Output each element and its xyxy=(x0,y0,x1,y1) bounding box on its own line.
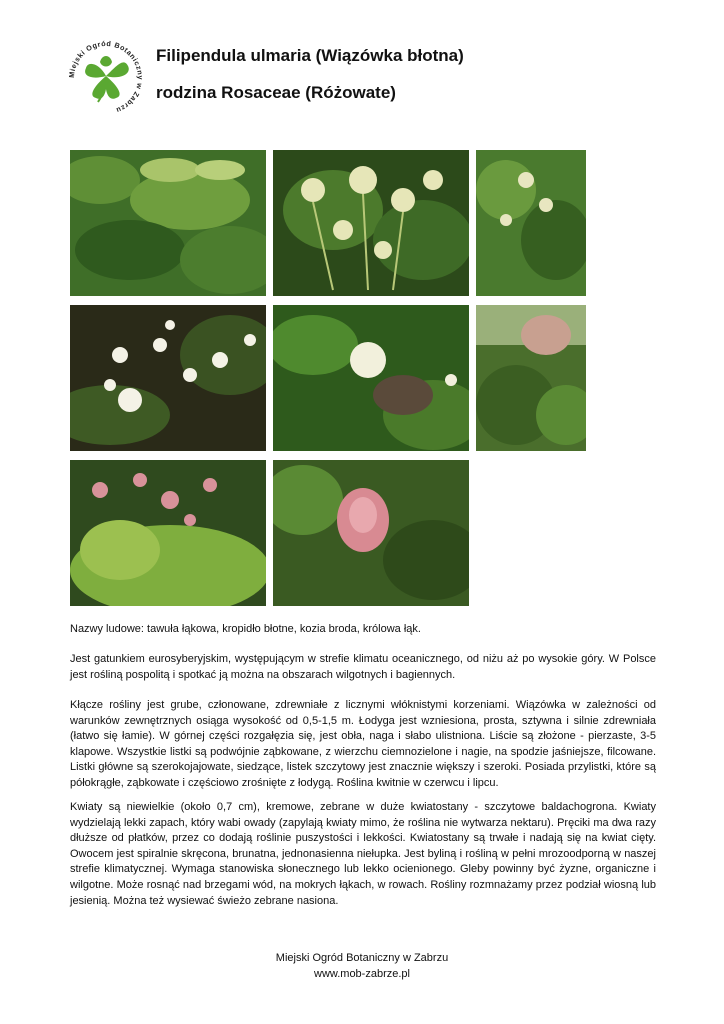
body-paragraph-3: Kłącze rośliny jest grube, członowane, zdrewniałe z licznymi włóknistymi korzeniami. Wiązówka w zależności od warunków zewnętrznych osiąga wysokość od 0,5-1,5 m. Łodyga jest wzniesiona, prosta, sztywna i silnie zdrewniała (łatwo się łamie). W górnej części rozgałęzia się, jest obła, naga i słabo ulistniona. Liście są złożone - pierzaste, 3-5 klapowe. Wszystkie listki są podwójnie ząbkowane, z wierzchu ciemnozielone i nagie, na spodzie jaśniejsze, filcowane. Listki główne są szerokojajowate, siedzące, listek szczytowy jest znacznie większy i szeroki. Posiada przylistki, które są półokrągłe, ząbkowate i częściowo zrośnięte z łodygą. Roślina kwitnie w czerwcu i lipcu. xyxy=(70,699,656,789)
footer-organization: Miejski Ogród Botaniczny w Zabrzu xyxy=(275,952,449,964)
body-paragraph-4: Kwiaty są niewielkie (około 0,7 cm), kremowe, zebrane w duże kwiatostany - szczytowe baldachogrona. Kwiaty wydzielają lekki zapach, który wabi owady (zapylają kwiaty mimo, że roślina nie wytwarza nektaru). Pręciki ma dwa razy dłuższe od płatków, przez co dodają roślinie puszystości i lekkości. Kwiatostany są trwałe i nadają się na kwiat cięty. Owocem jest spiralnie skręcona, brunatna, jednonasienna niełupka. Jest byliną i rośliną w pełni mrozoodporną w naszej strefie klimatycznej. Wymaga stanowiska słonecznego lub lekko ocienionego. Gleby powinny być żyzne, organiczne i wilgotne. Może rosnąć nad brzegami wód, na mokrych łąkach, w rowach. Rośliny rozmnażamy przez podział wiosną lub jesienią. Można też wysiewać świeżo zebrane nasiona. xyxy=(70,801,656,907)
body-paragraph-1: Nazwy ludowe: tawuła łąkowa, kropidło błotne, kozia broda, królowa łąk. xyxy=(70,623,421,635)
photo-pink-flowers-bush xyxy=(70,460,266,606)
photo-white-flowers-dark xyxy=(70,305,266,451)
body-paragraph-2: Jest gatunkiem eurosyberyjskim, występującym w strefie klimatu oceanicznego, od niżu aż po wysokie góry. W Polsce jest rośliną pospolitą i spotkać ją można na obszarach wilgotnych i bagiennych. xyxy=(70,653,656,681)
photo-single-white-flower xyxy=(273,305,469,451)
photo-cream-umbels xyxy=(273,150,469,296)
photo-green-tall xyxy=(476,150,586,296)
clover-logo-icon xyxy=(66,38,146,118)
photo-green-foliage xyxy=(70,150,266,296)
page-title: Filipendula ulmaria (Wiązówka błotna) xyxy=(156,46,464,65)
footer-website-link[interactable]: www.mob-zabrze.pl xyxy=(314,968,410,980)
photo-pink-plumes xyxy=(476,305,586,451)
page-subtitle: rodzina Rosaceae (Różowate) xyxy=(156,83,396,102)
photo-pink-closeup xyxy=(273,460,469,606)
logo-ring-text: Miejski Ogród Botaniczny w Zabrzu xyxy=(66,38,146,116)
garden-logo xyxy=(66,38,146,118)
